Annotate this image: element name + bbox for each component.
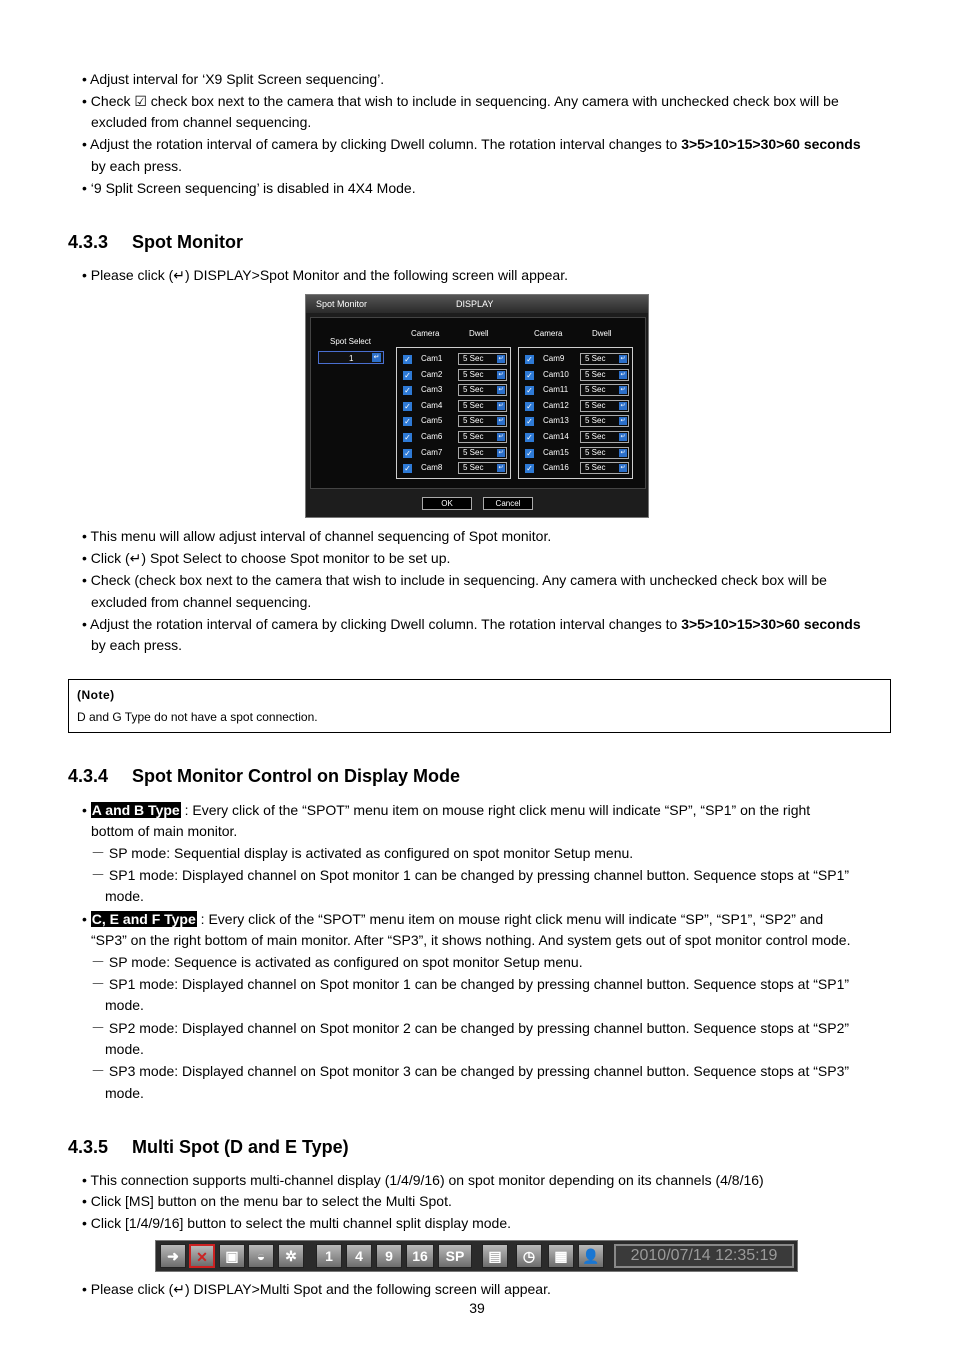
enter-icon: ↵ (620, 465, 626, 471)
checkbox[interactable]: ✓ (404, 371, 411, 380)
gear-icon[interactable]: ✲ (278, 1244, 304, 1268)
camera-row (519, 446, 632, 460)
type-tag: A and B Type (91, 802, 180, 818)
bullet-text: • Click [1/4/9/16] button to select the multi channel split display mode. (82, 1215, 512, 1231)
split-4-button[interactable]: 4 (346, 1244, 372, 1268)
section-heading-4-3-5: 4.3.5 Multi Spot (D and E Type) (68, 1137, 349, 1157)
checkbox[interactable]: ✓ (404, 355, 411, 364)
checkbox[interactable]: ✓ (526, 402, 533, 411)
split-16-button[interactable]: 16 (406, 1244, 434, 1268)
camera-name: Cam7 (421, 448, 443, 457)
dash-item: － SP2 mode: Displayed channel on Spot monitor 2 can be changed by pressing channel button. Sequence stops at “SP2” (91, 1020, 850, 1036)
checkbox[interactable]: ✓ (404, 402, 411, 411)
spot-select-value: 1 (349, 354, 354, 363)
bullet-text: • This menu will allow adjust interval of channel sequencing of Spot monitor. (82, 528, 552, 544)
column-header-camera: Camera (534, 329, 563, 338)
column-header-dwell: Dwell (592, 329, 612, 338)
dwell-select[interactable]: 5 Sec ↵ (580, 447, 629, 459)
camera-dome-icon[interactable]: ◒ (248, 1244, 274, 1268)
bullet-text: • Adjust the rotation interval of camera by clicking Dwell column. The rotation interval changes to 3>5>10>15>30>60 seconds (82, 616, 861, 632)
bullet-text: • Adjust interval for ‘X9 Split Screen sequencing’. (82, 71, 385, 87)
bullet-text: • Please click (↵) DISPLAY>Multi Spot and the following screen will appear. (82, 1281, 551, 1297)
dwell-select[interactable]: 5 Sec ↵ (580, 369, 629, 381)
column-header-camera: Camera (411, 329, 440, 338)
checkbox[interactable]: ✓ (526, 371, 533, 380)
bullet-continuation: excluded from channel sequencing. (91, 594, 312, 610)
camera-row (519, 399, 632, 413)
checkbox[interactable]: ✓ (526, 433, 533, 442)
camera-row (397, 368, 510, 382)
ok-button[interactable]: OK (422, 497, 472, 510)
bullet-continuation: by each press. (91, 637, 183, 653)
camera-name: Cam3 (421, 385, 443, 394)
enter-icon: ↵ (620, 372, 626, 378)
note-body: D and G Type do not have a spot connection. (77, 710, 318, 724)
spot-monitor-dialog (305, 294, 649, 518)
bullet-text: • Click [MS] button on the menu bar to select the Multi Spot. (82, 1193, 452, 1209)
checkbox[interactable]: ✓ (526, 417, 533, 426)
dwell-select[interactable]: 5 Sec ↵ (458, 431, 507, 443)
spot-select-field[interactable] (318, 351, 384, 364)
column-header-dwell: Dwell (469, 329, 489, 338)
camera-group-right (518, 347, 633, 479)
bullet-text: • C, E and F Type : Every click of the “SPOT” menu item on mouse right click menu will indicate “SP”, “SP1”, “SP2” and (82, 911, 824, 927)
enter-icon: ↵ (498, 418, 504, 424)
enter-icon: ↵ (498, 465, 504, 471)
dash-item: － SP1 mode: Displayed channel on Spot monitor 1 can be changed by pressing channel button. Sequence stops at “SP1” (91, 976, 850, 992)
section-heading-4-3-4: 4.3.4 Spot Monitor Control on Display Mode (68, 766, 460, 786)
camera-name: Cam5 (421, 416, 443, 425)
enter-icon: ↵ (620, 356, 626, 362)
enter-icon: ↵ (498, 372, 504, 378)
camera-row (397, 461, 510, 475)
dwell-select[interactable]: 5 Sec ↵ (458, 384, 507, 396)
enter-icon: ↵ (498, 450, 504, 456)
camera-name: Cam16 (543, 463, 569, 472)
camera-name: Cam8 (421, 463, 443, 472)
search-icon[interactable]: ▤ (482, 1244, 508, 1268)
bullet-continuation: excluded from channel sequencing. (91, 114, 312, 130)
dvr-toolbar (155, 1240, 798, 1272)
spot-select-label: Spot Select (330, 337, 371, 346)
clock-icon[interactable]: ◷ (516, 1244, 542, 1268)
camera-row (397, 383, 510, 397)
dwell-select[interactable]: 5 Sec ↵ (458, 369, 507, 381)
bullet-text: • This connection supports multi-channel display (1/4/9/16) on spot monitor depending on its channels (4/8/16) (82, 1172, 764, 1188)
camera-name: Cam12 (543, 401, 569, 410)
dash-continuation: mode. (105, 1041, 144, 1057)
section-heading-4-3-3: 4.3.3 Spot Monitor (68, 232, 243, 252)
camera-name: Cam2 (421, 370, 443, 379)
dwell-select[interactable]: 5 Sec ↵ (580, 431, 629, 443)
dash-item: － SP mode: Sequential display is activated as configured on spot monitor Setup menu. (91, 845, 634, 861)
save-icon[interactable]: ▣ (219, 1244, 245, 1268)
dwell-select[interactable]: 5 Sec ↵ (458, 400, 507, 412)
camera-name: Cam9 (543, 354, 565, 363)
bullet-continuation: bottom of main monitor. (91, 823, 238, 839)
camera-row (397, 430, 510, 444)
bullet-text: • Check ☑ check box next to the camera that wish to include in sequencing. Any camera with unchecked check box will be (82, 93, 839, 109)
split-9-button[interactable]: 9 (376, 1244, 402, 1268)
dash-continuation: mode. (105, 997, 144, 1013)
enter-icon: ↵ (498, 403, 504, 409)
bullet-text: • Click (↵) Spot Select to choose Spot monitor to be set up. (82, 550, 451, 566)
bullet-continuation: “SP3” on the right bottom of main monitor. After “SP3”, it shows nothing. And system gets out of spot monitor control mode. (91, 932, 851, 948)
camera-name: Cam1 (421, 354, 443, 363)
enter-icon: ↵ (498, 434, 504, 440)
bullet-text: • ‘9 Split Screen sequencing’ is disabled in 4X4 Mode. (82, 180, 416, 196)
dash-item: － SP mode: Sequence is activated as configured on spot monitor Setup menu. (91, 954, 583, 970)
enter-icon: ↵ (498, 387, 504, 393)
dialog-title: Spot Monitor (316, 299, 368, 309)
camera-name: Cam15 (543, 448, 569, 457)
camera-name: Cam13 (543, 416, 569, 425)
checkbox[interactable]: ✓ (526, 449, 533, 458)
camera-name: Cam6 (421, 432, 443, 441)
checkbox[interactable]: ✓ (404, 464, 411, 473)
bullet-text: • Please click (↵) DISPLAY>Spot Monitor and the following screen will appear. (82, 267, 568, 283)
type-tag: C, E and F Type (91, 911, 196, 927)
arrow-right-icon[interactable]: ➜ (160, 1244, 186, 1268)
dwell-select[interactable]: 5 Sec ↵ (580, 384, 629, 396)
checkbox[interactable]: ✓ (526, 355, 533, 364)
camera-name: Cam4 (421, 401, 443, 410)
camera-row (519, 383, 632, 397)
dwell-select[interactable]: 5 Sec ↵ (580, 353, 629, 365)
checkbox[interactable]: ✓ (404, 417, 411, 426)
datetime-display: 2010/07/14 12:35:19 (614, 1244, 794, 1268)
checkbox[interactable]: ✓ (404, 386, 411, 395)
camera-row (519, 430, 632, 444)
enter-icon: ↵ (620, 418, 626, 424)
dwell-select[interactable]: 5 Sec ↵ (580, 462, 629, 474)
split-1-button[interactable]: 1 (316, 1244, 342, 1268)
dwell-select[interactable]: 5 Sec ↵ (458, 415, 507, 427)
dwell-select[interactable]: 5 Sec ↵ (580, 415, 629, 427)
cancel-button[interactable]: Cancel (483, 497, 533, 510)
camera-group-left (396, 347, 511, 479)
camera-row (519, 368, 632, 382)
checkbox[interactable]: ✓ (526, 464, 533, 473)
spot-button[interactable]: SP (438, 1244, 472, 1268)
enter-icon: ↵ (620, 434, 626, 440)
enter-icon: ↵ (620, 387, 626, 393)
checkbox[interactable]: ✓ (526, 386, 533, 395)
enter-icon: ↵ (620, 403, 626, 409)
dwell-select[interactable]: 5 Sec ↵ (580, 400, 629, 412)
bullet-continuation: by each press. (91, 158, 183, 174)
close-icon[interactable]: ✕ (189, 1244, 215, 1268)
bullet-text: • Adjust the rotation interval of camera by clicking Dwell column. The rotation interval changes to 3>5>10>15>30>60 seconds (82, 136, 861, 152)
camera-name: Cam11 (543, 385, 569, 394)
dash-continuation: mode. (105, 1085, 144, 1101)
user-icon[interactable]: 👤 (578, 1244, 604, 1268)
dwell-select[interactable]: 5 Sec ↵ (458, 447, 507, 459)
calendar-icon[interactable]: ▦ (548, 1244, 574, 1268)
dialog-tab-display[interactable]: DISPLAY (456, 299, 494, 309)
camera-row (519, 352, 632, 366)
camera-row (519, 414, 632, 428)
camera-row (397, 352, 510, 366)
dash-continuation: mode. (105, 888, 144, 904)
bullet-text: • A and B Type : Every click of the “SPOT” menu item on mouse right click menu will indicate “SP”, “SP1” on the right (82, 802, 811, 818)
dwell-select[interactable]: 5 Sec ↵ (458, 353, 507, 365)
dash-item: － SP3 mode: Displayed channel on Spot monitor 3 can be changed by pressing channel button. Sequence stops at “SP3” (91, 1063, 850, 1079)
note-box (68, 679, 891, 733)
enter-icon: ↵ (373, 354, 380, 361)
camera-row (397, 399, 510, 413)
camera-name: Cam14 (543, 432, 569, 441)
checkbox[interactable]: ✓ (404, 449, 411, 458)
camera-row (519, 461, 632, 475)
camera-row (397, 414, 510, 428)
note-title: (Note) (77, 688, 115, 702)
enter-icon: ↵ (620, 450, 626, 456)
checkbox[interactable]: ✓ (404, 433, 411, 442)
dash-item: － SP1 mode: Displayed channel on Spot monitor 1 can be changed by pressing channel button. Sequence stops at “SP1” (91, 867, 850, 883)
bullet-text: • Check (check box next to the camera that wish to include in sequencing. Any camera with unchecked check box will be (82, 572, 827, 588)
camera-name: Cam10 (543, 370, 569, 379)
enter-icon: ↵ (498, 356, 504, 362)
dialog-title-bar (306, 295, 648, 313)
page-number: 39 (469, 1300, 485, 1316)
dwell-select[interactable]: 5 Sec ↵ (458, 462, 507, 474)
camera-row (397, 446, 510, 460)
